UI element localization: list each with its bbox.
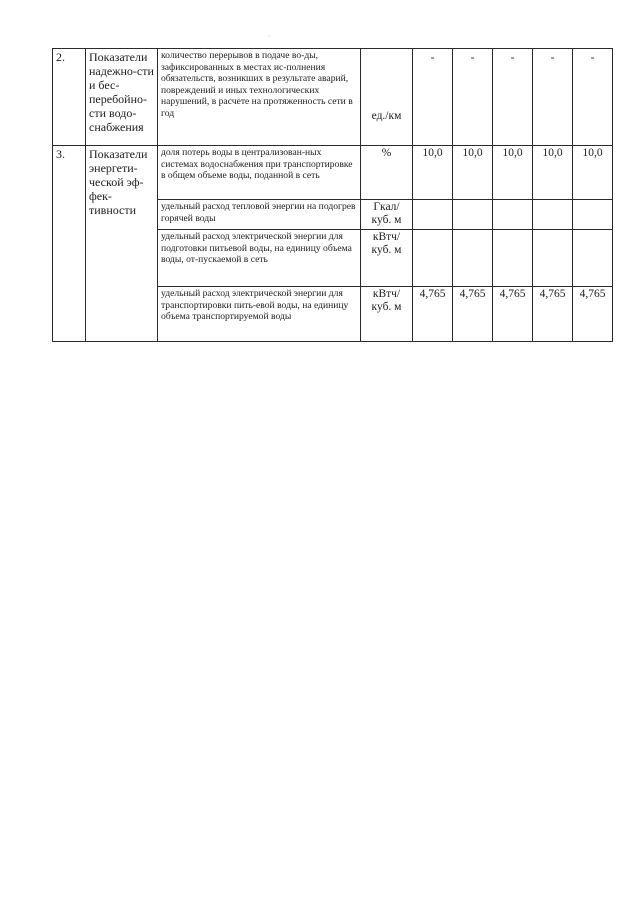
value-cell: - [413, 49, 453, 146]
value-cell [573, 230, 613, 287]
indicator-group: Показатели энергети-ческой эф-фек-тивности [86, 146, 158, 342]
page-mark: · [268, 34, 270, 40]
value-cell [453, 200, 493, 230]
value-cell: 4,765 [573, 287, 613, 342]
value-cell [453, 230, 493, 287]
value-cell: 4,765 [453, 287, 493, 342]
row-number: 3. [53, 146, 86, 342]
value-cell [493, 230, 533, 287]
value-cell: 10,0 [413, 146, 453, 200]
value-cell [573, 200, 613, 230]
unit-cell: кВтч/ куб. м [361, 230, 413, 287]
value-cell: - [453, 49, 493, 146]
row-number: 2. [53, 49, 86, 146]
indicator-group: Показатели надежно-сти и бес-перебойно-сти водо-снабжения [86, 49, 158, 146]
indicators-table [52, 48, 613, 342]
value-cell [413, 230, 453, 287]
unit-cell: Гкал/ куб. м [361, 200, 413, 230]
unit-cell: % [361, 146, 413, 200]
value-cell: - [493, 49, 533, 146]
indicator-description: доля потерь воды в централизован-ных системах водоснабжения при транспортировке в общем объеме воды, поданной в сеть [158, 146, 361, 200]
unit-cell: кВтч/ куб. м [361, 287, 413, 342]
value-cell: 10,0 [533, 146, 573, 200]
value-cell: - [573, 49, 613, 146]
indicator-description: количество перерывов в подаче во-ды, зафиксированных в местах ис-полнения обязательств, возникших в результате аварий, повреждений и иных технологических нарушений, в расчете на протяженность сети в год [158, 49, 361, 146]
indicator-description: удельный расход тепловой энергии на подогрев горячей воды [158, 200, 361, 230]
value-cell: 4,765 [493, 287, 533, 342]
value-cell: 4,765 [533, 287, 573, 342]
value-cell [413, 200, 453, 230]
table-row [53, 146, 613, 200]
value-cell [533, 200, 573, 230]
unit-cell: ед./км [361, 49, 413, 146]
value-cell [493, 200, 533, 230]
value-cell: 4,765 [413, 287, 453, 342]
value-cell: 10,0 [453, 146, 493, 200]
indicator-description: удельный расход электрической энергии для подготовки питьевой воды, на единицу объема воды, от-пускаемой в сеть [158, 230, 361, 287]
value-cell: - [533, 49, 573, 146]
indicator-description: удельный расход электрической энергии для транспортировки пить-евой воды, на единицу объема транспортируемой воды [158, 287, 361, 342]
table-row [53, 49, 613, 146]
value-cell: 10,0 [493, 146, 533, 200]
value-cell [533, 230, 573, 287]
value-cell: 10,0 [573, 146, 613, 200]
